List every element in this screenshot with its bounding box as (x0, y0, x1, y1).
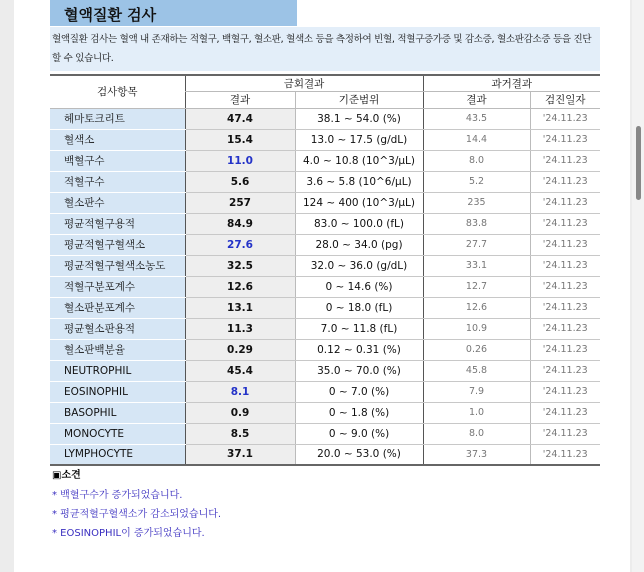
header-item: 검사항목 (50, 75, 185, 108)
reference-range: 0 ~ 18.0 (fL) (295, 297, 423, 318)
past-result: 8.0 (423, 150, 530, 171)
exam-date: '24.11.23 (530, 360, 600, 381)
test-name: MONOCYTE (50, 423, 185, 444)
table-row (50, 276, 600, 297)
test-name: NEUTROPHIL (50, 360, 185, 381)
test-name: EOSINOPHIL (50, 381, 185, 402)
past-result: 12.7 (423, 276, 530, 297)
header-result: 결과 (185, 92, 295, 109)
reference-range: 83.0 ~ 100.0 (fL) (295, 213, 423, 234)
test-name: LYMPHOCYTE (50, 444, 185, 465)
past-result: 5.2 (423, 171, 530, 192)
test-result: 84.9 (185, 213, 295, 234)
table-row (50, 402, 600, 423)
test-name: 혈소판수 (50, 192, 185, 213)
reference-range: 13.0 ~ 17.5 (g/dL) (295, 129, 423, 150)
exam-date: '24.11.23 (530, 213, 600, 234)
test-result: 257 (185, 192, 295, 213)
exam-date: '24.11.23 (530, 129, 600, 150)
reference-range: 7.0 ~ 11.8 (fL) (295, 318, 423, 339)
exam-date: '24.11.23 (530, 276, 600, 297)
test-name: 평균혈소판용적 (50, 318, 185, 339)
test-name: 혈소판분포계수 (50, 297, 185, 318)
test-name: 혈색소 (50, 129, 185, 150)
test-name: 백혈구수 (50, 150, 185, 171)
test-result: 0.29 (185, 339, 295, 360)
past-result: 33.1 (423, 255, 530, 276)
table-row (50, 339, 600, 360)
test-result: 11.3 (185, 318, 295, 339)
reference-range: 0 ~ 1.8 (%) (295, 402, 423, 423)
table-row (50, 255, 600, 276)
exam-date: '24.11.23 (530, 444, 600, 465)
past-result: 7.9 (423, 381, 530, 402)
test-result: 8.5 (185, 423, 295, 444)
reference-range: 4.0 ~ 10.8 (10^3/μL) (295, 150, 423, 171)
reference-range: 0 ~ 14.6 (%) (295, 276, 423, 297)
reference-range: 20.0 ~ 53.0 (%) (295, 444, 423, 465)
test-name: BASOPHIL (50, 402, 185, 423)
reference-range: 32.0 ~ 36.0 (g/dL) (295, 255, 423, 276)
reference-range: 0 ~ 7.0 (%) (295, 381, 423, 402)
reference-range: 0.12 ~ 0.31 (%) (295, 339, 423, 360)
past-result: 1.0 (423, 402, 530, 423)
past-result: 83.8 (423, 213, 530, 234)
test-result: 8.1 (185, 381, 295, 402)
exam-date: '24.11.23 (530, 339, 600, 360)
test-name: 적혈구수 (50, 171, 185, 192)
past-result: 14.4 (423, 129, 530, 150)
past-result: 27.7 (423, 234, 530, 255)
test-name: 혈소판백분율 (50, 339, 185, 360)
exam-date: '24.11.23 (530, 297, 600, 318)
table-row (50, 423, 600, 444)
test-result: 5.6 (185, 171, 295, 192)
table-row (50, 297, 600, 318)
exam-date: '24.11.23 (530, 381, 600, 402)
table-row (50, 381, 600, 402)
test-name: 적혈구분포계수 (50, 276, 185, 297)
scrollbar[interactable] (632, 0, 644, 572)
header-past: 과거결과 (423, 75, 600, 92)
table-row (50, 129, 600, 150)
reference-range: 0 ~ 9.0 (%) (295, 423, 423, 444)
opinion-3: * EOSINOPHIL이 증가되었습니다. (52, 528, 205, 539)
table-row (50, 213, 600, 234)
table-row (50, 444, 600, 465)
past-result: 43.5 (423, 108, 530, 129)
table-row (50, 108, 600, 129)
exam-date: '24.11.23 (530, 318, 600, 339)
exam-date: '24.11.23 (530, 108, 600, 129)
test-result: 13.1 (185, 297, 295, 318)
table-row (50, 234, 600, 255)
test-result: 27.6 (185, 234, 295, 255)
table-row (50, 360, 600, 381)
reference-range: 3.6 ~ 5.8 (10^6/μL) (295, 171, 423, 192)
test-result: 15.4 (185, 129, 295, 150)
reference-range: 28.0 ~ 34.0 (pg) (295, 234, 423, 255)
test-result: 0.9 (185, 402, 295, 423)
past-result: 45.8 (423, 360, 530, 381)
exam-date: '24.11.23 (530, 192, 600, 213)
header-current: 금회결과 (185, 75, 423, 92)
opinion-label: ▣소견 (52, 470, 81, 481)
reference-range: 124 ~ 400 (10^3/μL) (295, 192, 423, 213)
header-past-result: 결과 (423, 92, 530, 109)
table-row (50, 171, 600, 192)
section-title: 혈액질환 검사 (50, 0, 297, 26)
section-description: 혈액질환 검사는 혈액 내 존재하는 적혈구, 백혈구, 혈소판, 혈색소 등을 측정하여 빈혈, 적혈구증가증 및 감소증, 혈소판감소증 등을 진단할 수 있습니다. (50, 27, 600, 71)
scrollbar-thumb[interactable] (636, 126, 641, 200)
header-range: 기준범위 (295, 92, 423, 109)
reference-range: 38.1 ~ 54.0 (%) (295, 108, 423, 129)
test-result: 12.6 (185, 276, 295, 297)
test-name: 평균적혈구혈색소 (50, 234, 185, 255)
past-result: 235 (423, 192, 530, 213)
past-result: 12.6 (423, 297, 530, 318)
results-table (50, 74, 600, 466)
test-result: 47.4 (185, 108, 295, 129)
opinion-2: * 평균적혈구혈색소가 감소되었습니다. (52, 509, 222, 520)
exam-date: '24.11.23 (530, 150, 600, 171)
exam-date: '24.11.23 (530, 171, 600, 192)
reference-range: 35.0 ~ 70.0 (%) (295, 360, 423, 381)
test-name: 평균적혈구혈색소농도 (50, 255, 185, 276)
past-result: 0.26 (423, 339, 530, 360)
exam-date: '24.11.23 (530, 423, 600, 444)
exam-date: '24.11.23 (530, 402, 600, 423)
header-date: 검진일자 (530, 92, 600, 109)
past-result: 8.0 (423, 423, 530, 444)
table-row (50, 192, 600, 213)
table-row (50, 150, 600, 171)
past-result: 10.9 (423, 318, 530, 339)
test-result: 11.0 (185, 150, 295, 171)
test-name: 헤마토크리트 (50, 108, 185, 129)
test-result: 32.5 (185, 255, 295, 276)
table-row (50, 318, 600, 339)
test-name: 평균적혈구용적 (50, 213, 185, 234)
exam-date: '24.11.23 (530, 234, 600, 255)
test-result: 37.1 (185, 444, 295, 465)
opinion-1: * 백혈구수가 증가되었습니다. (52, 490, 183, 501)
past-result: 37.3 (423, 444, 530, 465)
test-result: 45.4 (185, 360, 295, 381)
exam-date: '24.11.23 (530, 255, 600, 276)
